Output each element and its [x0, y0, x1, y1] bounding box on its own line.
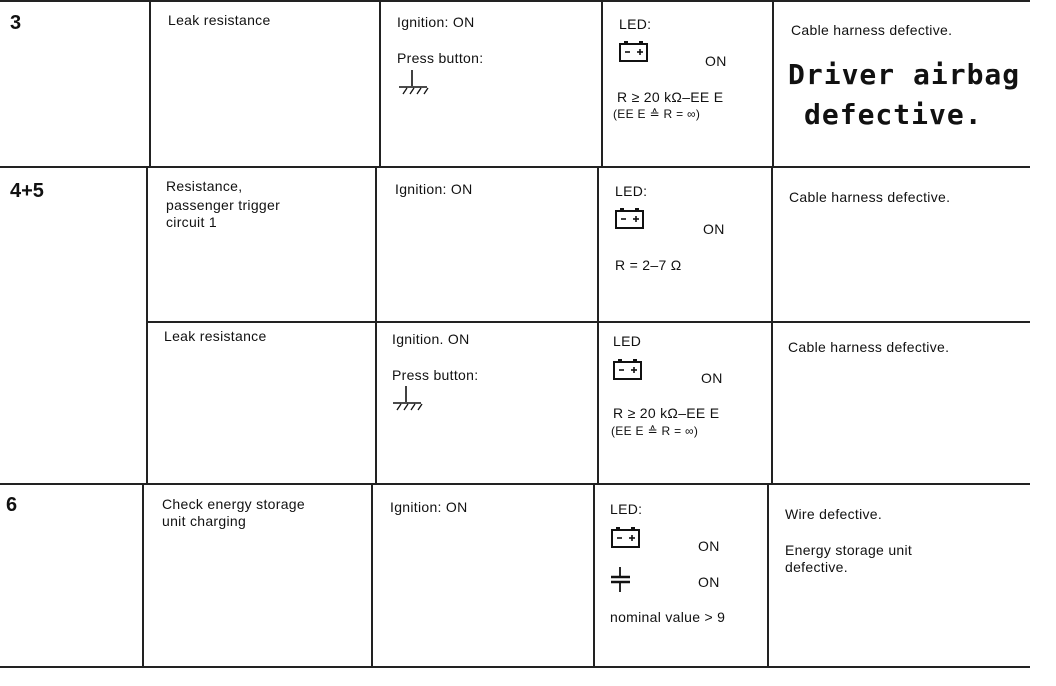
- table-rule: [148, 321, 1030, 323]
- column-rule: [772, 0, 774, 166]
- column-rule: [142, 483, 144, 666]
- table-rule: [0, 166, 1030, 168]
- reading-value: R = 2–7 Ω: [615, 257, 682, 273]
- test-condition: Ignition: ON: [390, 499, 468, 515]
- handwritten-note: Driver airbag: [788, 58, 1021, 91]
- led-status: ON: [703, 221, 725, 237]
- step-number: 3: [10, 12, 22, 34]
- column-rule: [597, 166, 599, 483]
- fault-cause: Cable harness defective.: [789, 189, 951, 205]
- column-rule: [379, 0, 381, 166]
- column-rule: [375, 166, 377, 483]
- battery-icon: [613, 359, 643, 381]
- test-description: unit charging: [162, 513, 247, 529]
- led-status: ON: [701, 370, 723, 386]
- table-rule: [0, 666, 1030, 668]
- column-rule: [146, 166, 148, 483]
- fault-cause: Cable harness defective.: [788, 339, 950, 355]
- column-rule: [601, 0, 603, 166]
- step-number: 6: [6, 494, 18, 516]
- led-status: ON: [698, 538, 720, 554]
- led-status: ON: [705, 53, 727, 69]
- column-rule: [767, 483, 769, 666]
- capacitor-status: ON: [698, 574, 720, 590]
- reading-value: (EE E ≙ R = ∞): [611, 424, 699, 438]
- ground-symbol-icon: [391, 386, 425, 412]
- table-rule: [0, 483, 1030, 485]
- test-condition: Ignition: ON: [397, 14, 475, 30]
- reading-value: (EE E ≙ R = ∞): [613, 107, 701, 121]
- fault-cause: defective.: [785, 559, 848, 575]
- step-number: 4+5: [10, 180, 44, 202]
- test-condition: Ignition: ON: [395, 181, 473, 197]
- ground-symbol-icon: [397, 70, 431, 96]
- test-description: circuit 1: [166, 214, 217, 230]
- column-rule: [371, 483, 373, 666]
- column-rule: [771, 166, 773, 483]
- handwritten-note: defective.: [804, 98, 983, 131]
- fault-cause: Energy storage unit: [785, 542, 913, 558]
- reading-value: R ≥ 20 kΩ–EE E: [617, 89, 724, 105]
- test-description: Leak resistance: [168, 12, 271, 28]
- led-label: LED: [613, 333, 642, 349]
- led-label: LED:: [615, 183, 648, 199]
- battery-icon: [619, 41, 649, 63]
- fault-cause: Wire defective.: [785, 506, 883, 522]
- capacitor-icon: [609, 567, 633, 593]
- fault-cause: Cable harness defective.: [791, 22, 953, 38]
- column-rule: [593, 483, 595, 666]
- column-rule: [149, 0, 151, 166]
- test-description: Resistance,: [166, 178, 243, 194]
- test-description: passenger trigger: [166, 197, 281, 213]
- test-description: Check energy storage: [162, 496, 305, 512]
- led-label: LED:: [610, 501, 643, 517]
- table-rule: [0, 0, 1030, 2]
- reading-value: R ≥ 20 kΩ–EE E: [613, 405, 720, 421]
- test-condition: Press button:: [397, 50, 484, 66]
- test-description: Leak resistance: [164, 328, 267, 344]
- reading-value: nominal value > 9: [610, 609, 726, 625]
- led-label: LED:: [619, 16, 652, 32]
- battery-icon: [611, 527, 641, 549]
- test-condition: Press button:: [392, 367, 479, 383]
- battery-icon: [615, 208, 645, 230]
- test-condition: Ignition. ON: [392, 331, 470, 347]
